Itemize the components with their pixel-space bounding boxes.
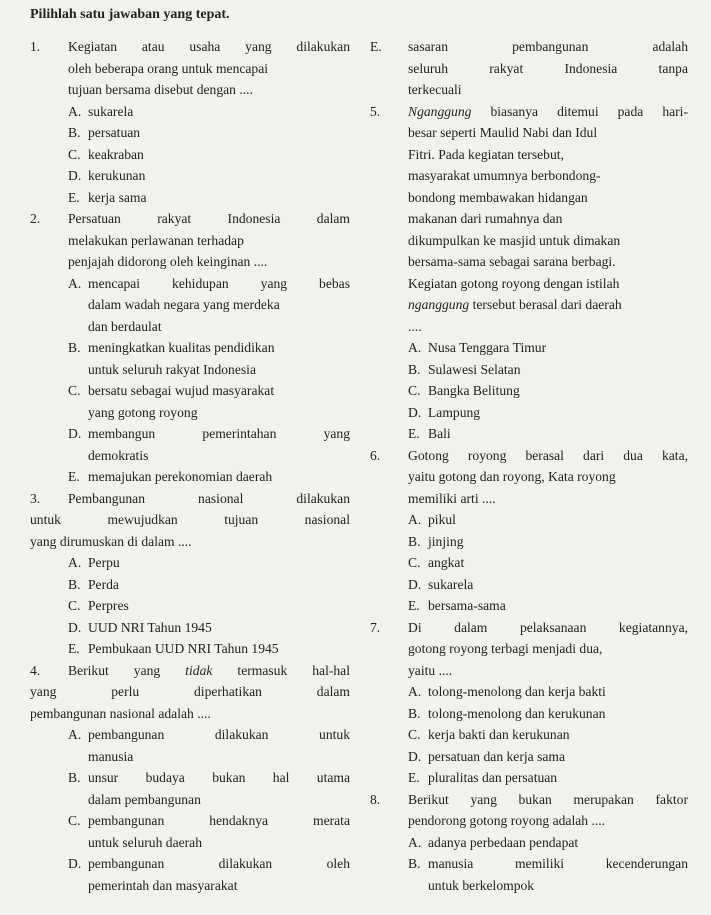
option-letter: B. [68,770,81,785]
question-stem-line: Fitri. Pada kegiatan tersebut, [408,146,564,162]
answer-option[interactable] [370,337,688,359]
option-letter: E. [408,770,420,785]
answer-option[interactable] [370,36,688,58]
question-stem-line: .... [408,318,422,334]
option-letter: C. [68,146,81,162]
option-text: keakraban [88,146,144,162]
question-4 [30,660,350,897]
right-column [370,36,688,896]
answer-option[interactable] [370,832,688,854]
option-letter: E. [68,641,80,656]
answer-option[interactable] [30,337,350,359]
question-stem-line: yaitu .... [408,662,453,678]
question-stem-line: Nganggung biasanya ditemui pada hari- [408,103,688,119]
option-letter: B. [68,576,81,592]
answer-option[interactable] [30,423,350,445]
option-text: manusia [88,748,134,764]
answer-option[interactable] [370,552,688,574]
answer-option[interactable] [370,509,688,531]
option-letter: D. [68,619,82,635]
question-stem-line: tujuan bersama disebut dengan .... [68,82,253,97]
option-text: jinjing [428,533,464,549]
answer-option[interactable] [370,574,688,596]
option-letter: D. [408,748,422,764]
option-text: pembangunan dilakukan oleh [88,856,350,871]
question-stem-line: Persatuan rakyat Indonesia dalam [68,211,350,226]
question-stem-line: Pembangunan nasional dilakukan [68,490,350,506]
answer-option[interactable] [370,853,688,875]
option-text: tolong-menolong dan kerukunan [428,705,606,721]
left-column [30,36,350,896]
answer-option[interactable] [30,122,350,144]
answer-option[interactable] [370,380,688,402]
answer-option[interactable] [30,187,350,209]
option-letter: A. [68,727,82,742]
option-text: bersama-sama [428,598,506,613]
option-text: pembangunan hendaknya merata [88,813,350,828]
question-stem-line: Kegiatan atau usaha yang dilakukan [68,39,350,54]
answer-option[interactable] [370,595,688,617]
answer-option[interactable] [30,574,350,596]
option-text: Perpres [88,598,129,613]
question-number: 7. [370,619,381,635]
answer-option[interactable] [370,724,688,746]
question-stem-line: dikumpulkan ke masjid untuk dimakan [408,232,621,248]
answer-option[interactable] [30,165,350,187]
question-stem-line: bersama-sama sebagai sarana berbagi. [408,254,616,269]
answer-option[interactable] [30,552,350,574]
option-letter: C. [408,727,421,742]
question-stem-line: Gotong royong berasal dari dua kata, [408,447,688,463]
emphasis-word: tidak [185,662,213,678]
question-stem-line: yaitu gotong dan royong, Kata royong [408,469,616,484]
emphasis-word: nganggung [408,297,470,312]
option-text: meningkatkan kualitas pendidikan [88,340,275,355]
question-number: 6. [370,447,381,463]
option-text: memajukan perekonomian daerah [88,469,273,484]
option-letter: B. [68,125,81,140]
option-text: manusia memiliki kecenderungan [428,856,688,871]
answer-option[interactable] [370,767,688,789]
answer-option[interactable] [370,681,688,703]
option-letter: A. [408,512,422,527]
question-stem-line: penjajah didorong oleh keinginan .... [68,254,268,269]
question-stem-line: memiliki arti .... [408,490,496,506]
option-text: persatuan [88,125,141,140]
question-stem-line: besar seperti Maulid Nabi dan Idul [408,125,598,140]
instruction: Pilihlah satu jawaban yang tepat. [30,7,230,22]
option-letter: D. [68,856,82,871]
question-6 [370,445,688,617]
option-text: terkecuali [408,82,462,97]
question-3 [30,488,350,660]
answer-option[interactable] [370,531,688,553]
question-stem-line: makanan dari rumahnya dan [408,211,563,226]
option-letter: A. [68,103,82,119]
answer-option[interactable] [370,423,688,445]
option-letter: D. [408,404,422,420]
answer-option[interactable] [30,767,350,789]
option-text: pembangunan dilakukan untuk [88,727,350,742]
answer-option[interactable] [30,724,350,746]
option-letter: A. [408,340,422,355]
option-text: Pembukaan UUD NRI Tahun 1945 [88,641,279,656]
option-text: seluruh rakyat Indonesia tanpa [408,60,688,76]
question-number: 1. [30,39,41,54]
option-text: Nusa Tenggara Timur [428,340,547,355]
question-1 [30,36,350,208]
option-letter: C. [68,813,81,828]
answer-option[interactable] [30,466,350,488]
question-stem-line: yang perlu diperhatikan dalam [30,684,350,699]
question-7 [370,617,688,789]
option-text: unsur budaya bukan hal utama [88,770,350,785]
question-stem-line: nganggung tersebut berasal dari daerah [408,297,622,312]
question-8 [370,789,688,897]
option-text: Perpu [88,555,120,570]
option-text: dalam pembangunan [88,791,201,807]
option-text: sasaran pembangunan adalah [408,39,688,54]
answer-option[interactable] [30,273,350,295]
option-text: angkat [428,555,465,570]
option-text: Sulawesi Selatan [428,361,521,377]
answer-option[interactable] [30,853,350,875]
answer-option[interactable] [30,638,350,660]
option-letter: C. [68,598,81,613]
option-letter: E. [68,469,80,484]
option-text: sukarela [428,576,474,592]
option-letter: C. [408,555,421,570]
answer-option[interactable] [30,101,350,123]
question-number: 5. [370,103,381,119]
option-text: untuk seluruh rakyat Indonesia [88,361,256,377]
question-2 [30,208,350,488]
option-text: demokratis [88,447,149,463]
answer-option[interactable] [370,703,688,725]
option-text: persatuan dan kerja sama [428,748,566,764]
option-text: kerukunan [88,168,146,183]
option-letter: A. [408,684,422,699]
question-stem-line: masyarakat umumnya berbondong- [408,168,601,183]
answer-option[interactable] [370,402,688,424]
answer-option[interactable] [30,617,350,639]
option-letter: D. [68,426,82,441]
option-text: pemerintah dan masyarakat [88,877,238,893]
option-text: pikul [428,512,456,527]
question-stem-line: yang dirumuskan di dalam .... [30,533,192,549]
question-stem-line: pembangunan nasional adalah .... [30,705,211,721]
option-letter: D. [68,168,82,183]
answer-option[interactable] [370,359,688,381]
option-text: Bali [428,426,451,441]
question-stem-line: Kegiatan gotong royong dengan istilah [408,275,620,291]
option-letter: A. [408,834,422,850]
question-number: 2. [30,211,41,226]
question-number: 4. [30,662,41,678]
option-letter: B. [408,856,421,871]
question-number: 3. [30,490,41,506]
question-stem-line: untuk mewujudkan tujuan nasional [30,512,350,527]
option-text: membangun pemerintahan yang [88,426,350,441]
answer-option[interactable] [30,595,350,617]
question-4-continued [370,36,688,101]
option-letter: D. [408,576,422,592]
option-letter: E. [68,189,80,205]
question-5 [370,101,688,445]
option-text: tolong-menolong dan kerja bakti [428,684,606,699]
question-stem-line: pendorong gotong royong adalah .... [408,813,606,828]
option-letter: B. [408,705,421,721]
answer-option[interactable] [30,810,350,832]
option-text: dan berdaulat [88,318,162,334]
option-text: untuk seluruh daerah [88,834,203,850]
option-letter: C. [68,383,81,398]
option-text: pluralitas dan persatuan [428,770,558,785]
option-letter: A. [68,555,82,570]
question-stem-line: Berikut yang tidak termasuk hal-hal [68,662,350,678]
answer-option[interactable] [370,746,688,768]
question-stem-line: oleh beberapa orang untuk mencapai [68,60,269,76]
option-text: kerja bakti dan kerukunan [428,727,570,742]
question-stem-line: bondong membawakan hidangan [408,189,588,205]
answer-option[interactable] [30,144,350,166]
option-text: UUD NRI Tahun 1945 [88,619,212,635]
option-text: Lampung [428,404,481,420]
option-text: sukarela [88,103,134,119]
option-text: bersatu sebagai wujud masyarakat [88,383,275,398]
option-letter: A. [68,275,82,291]
option-letter: C. [408,383,421,398]
option-text: adanya perbedaan pendapat [428,834,579,850]
option-letter: B. [408,533,421,549]
option-text: Perda [88,576,119,592]
option-text: untuk berkelompok [428,877,535,893]
question-stem-line: gotong royong terbagi menjadi dua, [408,641,603,656]
question-stem-line: melakukan perlawanan terhadap [68,232,244,248]
option-text: mencapai kehidupan yang bebas [88,275,350,291]
option-text: yang gotong royong [88,404,198,420]
emphasis-word: Nganggung [408,103,472,119]
option-letter: B. [68,340,81,355]
question-number: 8. [370,791,381,807]
option-letter: B. [408,361,421,377]
option-text: Bangka Belitung [428,383,520,398]
question-stem-line: Berikut yang bukan merupakan faktor [408,791,688,807]
question-stem-line: Di dalam pelaksanaan kegiatannya, [408,619,688,635]
option-letter: E. [408,426,420,441]
option-letter: E. [408,598,420,613]
answer-option[interactable] [30,380,350,402]
option-letter: E. [370,39,382,54]
option-text: dalam wadah negara yang merdeka [88,297,280,312]
option-text: kerja sama [88,189,147,205]
